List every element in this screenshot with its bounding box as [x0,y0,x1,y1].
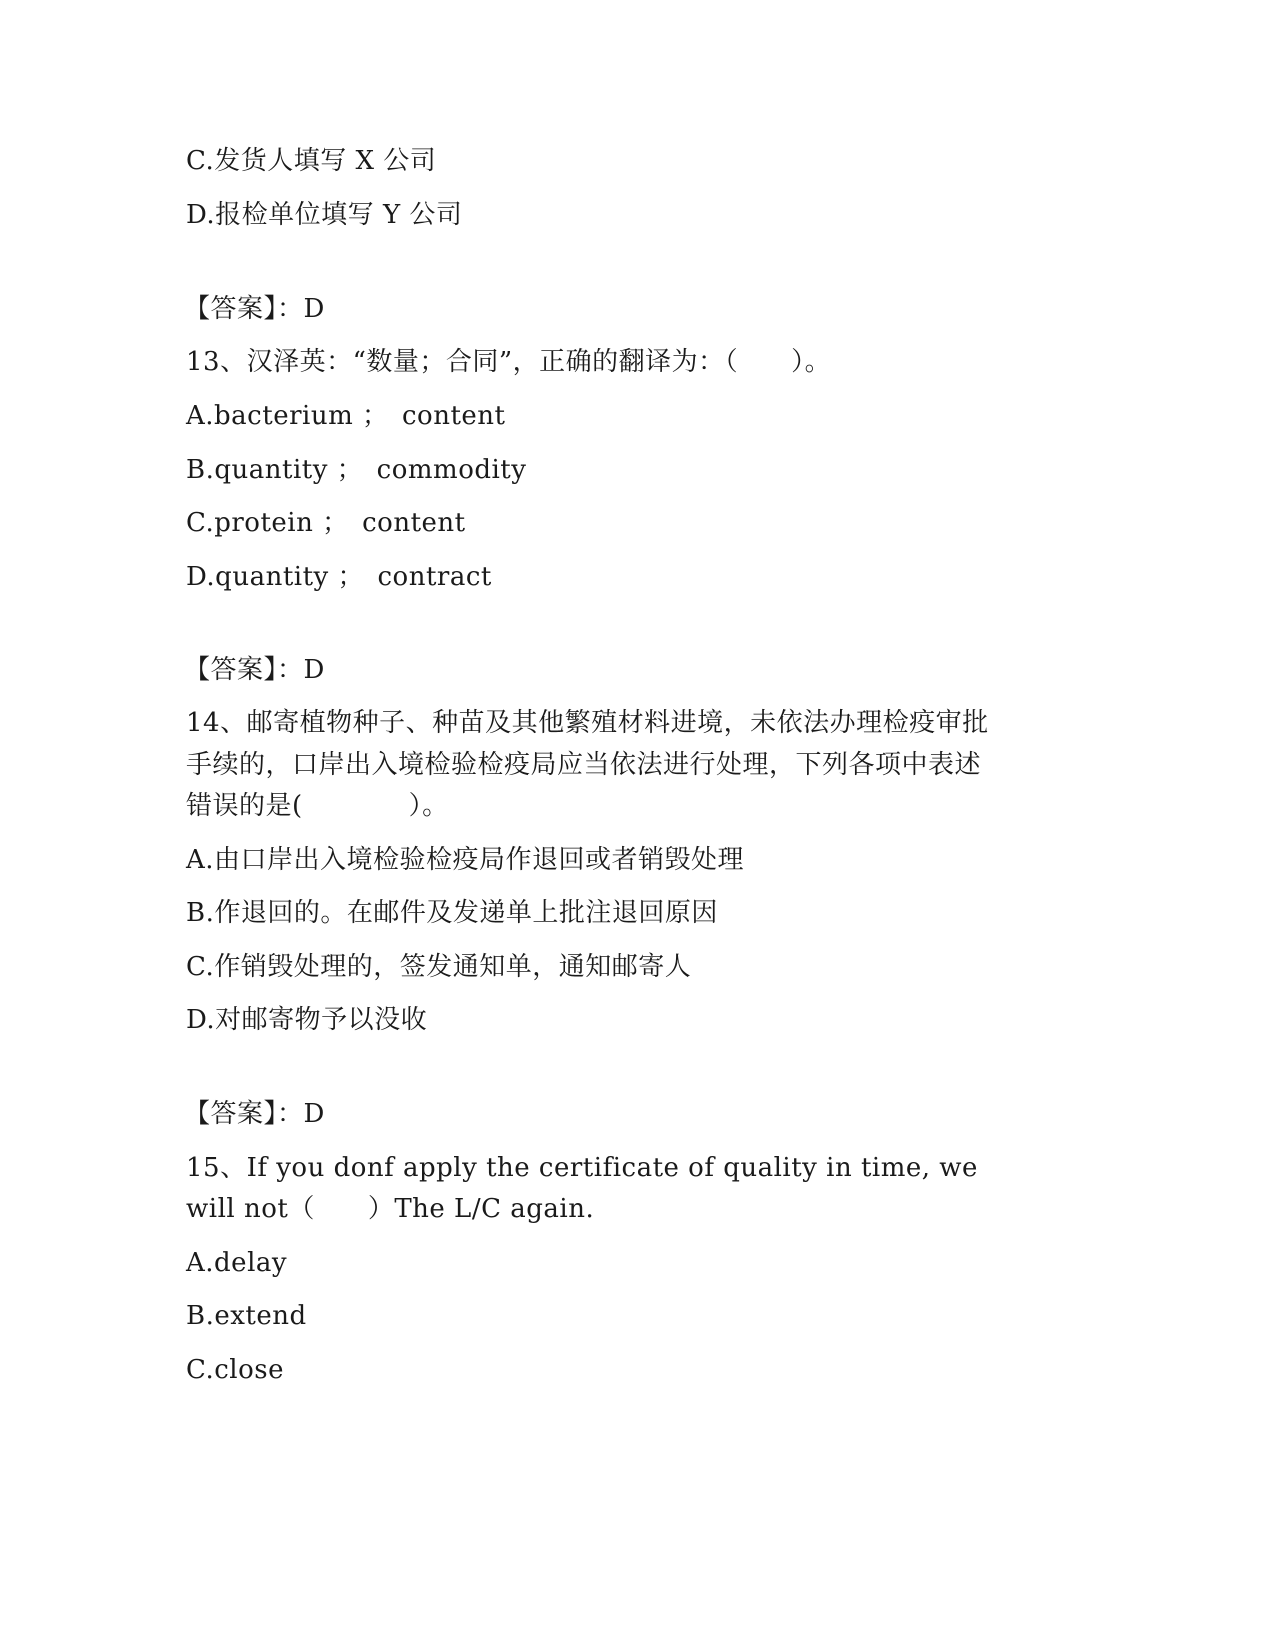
q14-stem-line1: 14、邮寄植物种子、种苗及其他繁殖材料进境，未依法办理检疫审批 [186,708,989,738]
q14-answer: 【答案】：D [184,1099,325,1129]
q15-option-b: B.extend [186,1301,307,1331]
q14-option-c: C.作销毁处理的，签发通知单，通知邮寄人 [186,952,692,982]
q13-answer: 【答案】：D [184,655,325,685]
q14-option-b: B.作退回的。在邮件及发递单上批注退回原因 [186,898,718,928]
q14-stem-line2: 手续的，口岸出入境检验检疫局应当依法进行处理，下列各项中表述 [186,750,982,780]
q13-option-b: B.quantity ； commodity [186,455,527,485]
q15-stem-line1: 15、If you donf apply the certificate of quality in time, we [186,1153,978,1183]
q15-option-a: A.delay [186,1248,288,1278]
q14-option-d: D.对邮寄物予以没收 [186,1005,428,1035]
q13-option-a: A.bacterium ； content [186,401,506,431]
q15-stem-line2: will not（ ）The L/C again. [186,1194,595,1224]
q12-option-d: D.报检单位填写 Y 公司 [186,200,463,230]
q12-option-c: C.发货人填写 X 公司 [186,146,437,176]
q14-stem-line3: 错误的是( ）。 [186,791,449,821]
q13-option-c: C.protein ； content [186,508,466,538]
q13-stem: 13、汉泽英：“数量；合同”，正确的翻译为：（ ）。 [186,347,832,377]
q14-option-a: A.由口岸出入境检验检疫局作退回或者销毁处理 [186,845,745,875]
q15-option-c: C.close [186,1355,284,1385]
q12-answer: 【答案】：D [184,294,325,324]
q13-option-d: D.quantity ； contract [186,562,492,592]
